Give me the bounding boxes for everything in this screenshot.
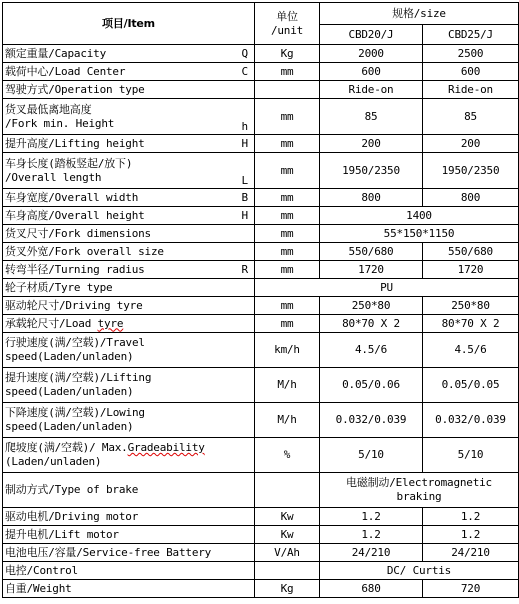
table-row [3,580,519,598]
header-row [3,3,519,25]
row-value-1: 1.2 [320,508,423,526]
header-unit [255,3,320,45]
row-unit: km/h [255,333,320,368]
row-value-1: 250*80 [320,297,423,315]
spellcheck-word: Gradeability [127,441,205,454]
row-unit: Kg [255,45,320,63]
row-value-2: 1.2 [423,508,519,526]
table-row [3,207,519,225]
row-symbol: C [236,63,255,81]
row-label: 车身宽度/Overall width [3,189,236,207]
row-value-1: 600 [320,63,423,81]
row-value-merged: DC/ Curtis [320,562,519,580]
row-label: 制动方式/Type of brake [3,473,255,508]
row-value-merged: PU [255,279,519,297]
table-row [3,225,519,243]
table-row [3,261,519,279]
row-unit: mm [255,63,320,81]
row-label-line2: /Overall length [5,170,102,184]
header-model-2: CBD25/J [423,25,519,45]
row-unit: % [255,438,320,473]
row-unit: mm [255,189,320,207]
row-value-2: 200 [423,135,519,153]
brake-value-line2: braking [396,490,442,503]
row-label [3,315,255,333]
row-unit: M/h [255,368,320,403]
row-value-2: 720 [423,580,519,598]
row-unit: Kw [255,508,320,526]
row-value-1: 0.05/0.06 [320,368,423,403]
table-row [3,189,519,207]
row-value-2: 600 [423,63,519,81]
row-label [3,333,255,368]
row-symbol [236,81,255,99]
row-value-1: 5/10 [320,438,423,473]
brake-value-line1: 电磁制动/Electromagnetic [346,476,492,489]
row-value-1: 800 [320,189,423,207]
row-label: 驱动轮尺寸/Driving tyre [3,297,255,315]
table-row [3,135,519,153]
row-value-2: 1720 [423,261,519,279]
row-value-1: 680 [320,580,423,598]
row-unit: mm [255,225,320,243]
row-value-2: 80*70 X 2 [423,315,519,333]
row-value-2: Ride-on [423,81,519,99]
row-label-line2: speed(Laden/unladen) [5,350,134,363]
header-unit-line1: 单位 [276,9,298,23]
row-unit: mm [255,315,320,333]
row-unit: mm [255,261,320,279]
row-label: 额定重量/Capacity [3,45,236,63]
row-symbol: B [236,189,255,207]
table-row [3,473,519,508]
table-row [3,279,519,297]
table-row [3,333,519,368]
row-unit: Kg [255,580,320,598]
row-value-2: 1950/2350 [423,153,519,189]
row-unit: mm [255,99,320,135]
row-value-1: 80*70 X 2 [320,315,423,333]
row-label-part: 承载轮尺寸/Load [5,316,98,330]
table-row [3,63,519,81]
row-value-merged [320,473,519,508]
row-value-merged: 1400 [320,207,519,225]
header-item: 项目/Item [3,3,255,45]
row-value-1: 4.5/6 [320,333,423,368]
row-value-2: 250*80 [423,297,519,315]
row-value-1: 24/210 [320,544,423,562]
row-label-line1 [5,441,252,455]
row-value-merged: 55*150*1150 [320,225,519,243]
row-value-2: 1.2 [423,526,519,544]
header-spec: 规格/size [320,3,519,25]
row-unit [255,81,320,99]
row-label-line1: 下降速度(满/空载)/Lowing [5,406,145,419]
row-value-2: 5/10 [423,438,519,473]
table-row [3,45,519,63]
table-row [3,508,519,526]
table-row [3,243,519,261]
row-label: 电池电压/容量/Service-free Battery [3,544,255,562]
row-unit: mm [255,153,320,189]
row-value-1: 200 [320,135,423,153]
row-label-line2: speed(Laden/unladen) [5,385,134,398]
row-label-line1: 行驶速度(满/空载)/Travel [5,336,145,349]
row-value-1: 1720 [320,261,423,279]
row-label: 货叉尺寸/Fork dimensions [3,225,255,243]
row-label-line2: /Fork min. Height [5,116,115,130]
row-unit [255,473,320,508]
table-row [3,526,519,544]
row-label-part: 爬坡度(满/空载)/ Max. [5,441,128,454]
spec-table [2,2,519,598]
row-value-1: 550/680 [320,243,423,261]
row-unit: mm [255,135,320,153]
row-unit: mm [255,207,320,225]
row-value-1: 1.2 [320,526,423,544]
row-value-2: 800 [423,189,519,207]
row-label: 车身高度/Overall height [3,207,236,225]
row-label [3,99,236,135]
row-value-1: 2000 [320,45,423,63]
table-row [3,99,519,135]
row-label: 提升高度/Lifting height [3,135,236,153]
header-model-1: CBD20/J [320,25,423,45]
row-value-2: 24/210 [423,544,519,562]
row-value-2: 2500 [423,45,519,63]
row-label-line1: 提升速度(满/空载)/Lifting [5,371,152,384]
row-label [3,153,236,189]
row-value-2: 85 [423,99,519,135]
row-value-1: Ride-on [320,81,423,99]
row-unit: Kw [255,526,320,544]
row-label: 转弯半径/Turning radius [3,261,236,279]
row-value-2: 4.5/6 [423,333,519,368]
row-label [3,403,255,438]
row-label: 驱动电机/Driving motor [3,508,255,526]
table-row [3,297,519,315]
header-unit-line2: /unit [270,23,304,37]
row-unit: M/h [255,403,320,438]
row-label-line2: speed(Laden/unladen) [5,420,134,433]
row-value-2: 550/680 [423,243,519,261]
table-row [3,153,519,189]
row-label [3,368,255,403]
spellcheck-word: tyre [97,316,124,330]
row-unit: V/Ah [255,544,320,562]
row-label: 载荷中心/Load Center [3,63,236,81]
row-symbol: H [236,135,255,153]
row-label: 电控/Control [3,562,255,580]
row-label-line1: 货叉最低离地高度 [5,102,92,116]
row-label [3,438,255,473]
row-label: 驾驶方式/Operation type [3,81,236,99]
table-row [3,544,519,562]
table-row [3,403,519,438]
row-value-1: 0.032/0.039 [320,403,423,438]
row-label: 提升电机/Lift motor [3,526,255,544]
row-value-2: 0.05/0.05 [423,368,519,403]
row-label-line2: (Laden/unladen) [5,455,102,468]
table-row [3,562,519,580]
row-label-line1: 车身长度(踏板竖起/放下) [5,156,133,170]
row-value-1: 85 [320,99,423,135]
row-symbol: R [236,261,255,279]
row-symbol: L [236,153,255,189]
row-unit [255,562,320,580]
row-value-2: 0.032/0.039 [423,403,519,438]
table-row [3,315,519,333]
row-symbol: h [236,99,255,135]
row-label: 自重/Weight [3,580,255,598]
row-symbol: Q [236,45,255,63]
row-label: 轮子材质/Tyre type [3,279,255,297]
row-symbol: H [236,207,255,225]
row-value-1: 1950/2350 [320,153,423,189]
row-unit: mm [255,297,320,315]
table-row [3,438,519,473]
row-unit: mm [255,243,320,261]
table-row [3,368,519,403]
table-row [3,81,519,99]
row-label: 货叉外宽/Fork overall size [3,243,255,261]
